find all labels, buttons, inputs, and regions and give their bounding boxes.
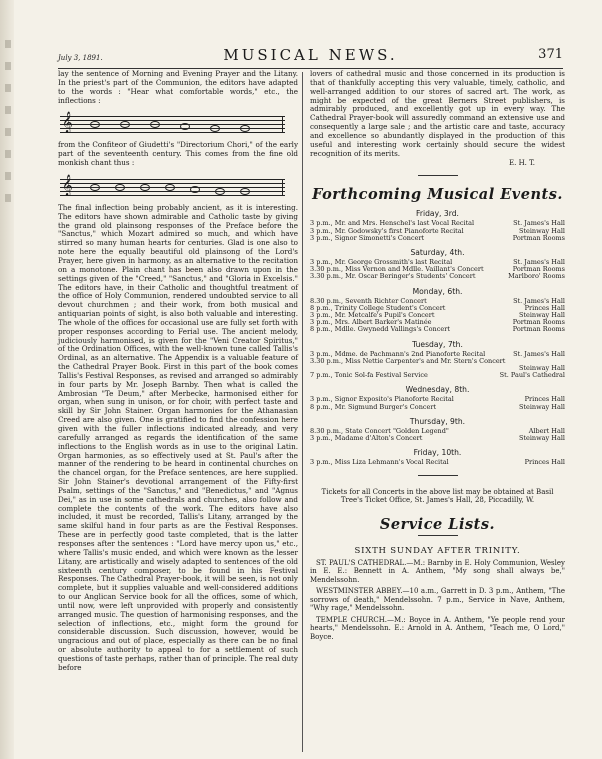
- event-venue: St. Paul's Cathedral: [499, 371, 565, 380]
- event-description: 8.30 p.m., Seventh Richter Concert: [310, 296, 427, 305]
- event-venue: St. James's Hall: [513, 349, 565, 358]
- event-description: 3 p.m., Signor Simonetti's Concert: [310, 233, 425, 242]
- event-venue: Portman Rooms: [512, 265, 565, 274]
- page-number: 371: [538, 47, 563, 62]
- event-venue: Marlboro' Rooms: [508, 272, 565, 281]
- event-row: [310, 404, 565, 411]
- event-description: 3 p.m., Madame d'Alton's Concert: [310, 434, 423, 443]
- divider: [418, 535, 458, 536]
- service-entry: TEMPLE CHURCH.—M.: Boyce in A. Anthem, "Ye people rend your hearts," Mendelssohn. E.: Arnold in A. Anthem, "Teach me, O Lord," Boyce.: [310, 615, 565, 641]
- event-venue: Portman Rooms: [512, 325, 565, 334]
- event-row: [310, 435, 565, 442]
- event-day-heading: Friday, 3rd.: [416, 209, 459, 219]
- paragraph: lay the sentence of Morning and Evening Prayer and the Litany. In the priest's part of the Communion, the editors have adapted to the words : "Hear what comfortable words," etc., the inflections :: [58, 69, 298, 105]
- margin-marks: [3, 40, 13, 216]
- service-subtitle: SIXTH SUNDAY AFTER TRINITY.: [354, 545, 521, 556]
- treble-clef-icon: 𝄞: [62, 112, 73, 134]
- event-description: 3 p.m., Mr. and Mrs. Henschel's last Vocal Recital: [310, 219, 475, 228]
- event-venue: Steinway Hall: [518, 226, 565, 235]
- event-description: 8 p.m., Trinity College Student's Concert: [310, 303, 446, 312]
- paragraph: The final inflection being probably ancient, as it is interesting. The editors have shown admirable and Catholic taste by giving the grand old plainsong responses of the Preface before the "Sanctus," which Mozart admired so much, and which have stirred so many human hearts for centuries. Glad is one also to note here the equally beautiful old plainsong of the Lord's Prayer, here given in harmony, as an alternative to the recitation on a monotone. Plain chant has been also drawn upon in the settings given of the "Creed," "Sanctus," and "Gloria in Excelsis." The editors have, in their Catholic and thoughtful treatment of the office of Holy Communion, rendered undoubted service to all devout churchmen ; and their work, from both musical and antiquarian points of sight, is also both valuable and interesting. The whole of the offices for occasional use are fully set forth with proper responses according to Ferial use. The ancient melody, judiciously harmonised, is given for the "Veni Creator Spiritus," of the Ordination Offices, with the well-known tune called Tallis's Ordinal, as an alternative. The Appendix is a valuable feature of the Cathedral Prayer Book. First in this part of the book comes Tallis's Festival Responses, as revised and arranged so admirably in four parts by Mr. Joseph Barnby. Then what is called the Ambrosian "Te Deum," after Merbecke, harmonised either for organ, when sung in unison, or for choir, with perfect taste and skill by Sir John Stainer. Organ harmonies for the Athanasian Creed are also given. One is gratified to find the confession here given with the fuller inflections indicated already, and very carefully arranged as regards the identification of the same inflections to the English words as in use to the original Latin. Organ harmonies, as so effectively used at St. Paul's after the manner of the rendering to be heard in continental churches on the chancel organ, for the Preface sentences, are here supplied. Sir John Stainer's devotional arrangement of the Fifty-first Psalm, settings of the "Sanctus," and "Benedictus," and "Agnus Dei," as in use in some cathedrals and churches, also follow and complete the contents of the work. The editors have also included, it must be recorded, Tallis's Litany, arranged by the same skilful hand in four parts as are the Festival Responses. These are in perfectly good taste completed, that is the latter responses after the sentences : "Lord have mercy upon us," etc., where Tallis's music ended, and which were known as the lesser Litany, are artistically and wisely adapted to sentences of the old sixteenth century composer, to be found in his Festival Responses. The Cathedral Prayer-book, it will be seen, is not only complete, but it supplies valuable and well-considered additions to our Anglican Service book for all the offices, some of which, until now, were left unprovided with properly and consistently arranged music. The question of harmonising responses, and the selection of inflections, etc., might form the ground for considerable discussion. Such discussion, however, would be ungracious and out of place, especially as there can be no final or absolute authority to appeal to for a settlement of such questions of taste perhaps, rather than of principle. The real duty before: [58, 202, 298, 672]
- event-description: 8.30 p.m., State Concert "Golden Legend": [310, 426, 449, 435]
- author-initials: E. H. T.: [509, 159, 535, 168]
- event-venue: Portman Rooms: [512, 318, 565, 327]
- event-description: 3 p.m., Mr. Metcalfe's Pupil's Concert: [310, 311, 435, 320]
- page-header: [58, 46, 563, 68]
- event-description: 8 p.m., Mdlle. Gwynedd Vallings's Concert: [310, 325, 450, 334]
- event-description: 3.30 p.m., Miss Vernon and Mdlle. Vaillant's Concert: [310, 265, 484, 274]
- event-venue: Portman Rooms: [512, 233, 565, 242]
- service-entry: WESTMINSTER ABBEY.—10 a.m., Garrett in D. 3 p.m., Anthem, "The sorrows of death," Mendelssohn. 7 p.m., Service in Nave, Anthem, "Why rage," Mendelssohn.: [310, 587, 565, 613]
- music-staff: [60, 108, 285, 138]
- event-description: 3 p.m., Mrs. Albert Barker's Matinée: [310, 318, 432, 327]
- event-row: [310, 459, 565, 466]
- event-venue: Steinway Hall: [518, 402, 565, 411]
- event-venue: St. James's Hall: [513, 296, 565, 305]
- event-description: 3 p.m., Miss Liza Lehmann's Vocal Recital: [310, 458, 449, 467]
- paragraph: lovers of cathedral music and those concerned in its production is that of thankfully accepting this very valuable, timely, catholic, and well-arranged addition to our stores of sacred art. The work, as might be expected of the great Berners Street publishers, is admirably produced, and excellently got up in every way. The Cathedral Prayer-book will assuredly command an extensive use and consequently a large sale ; and the artistic care and taste, accuracy and excellence so abundantly displayed in the production of this useful and interesting work certainly should secure the widest recognition of its merits.: [310, 69, 565, 158]
- events-list: [310, 209, 565, 466]
- music-staff: [60, 171, 285, 201]
- service-entry: ST. PAUL'S CATHEDRAL.—M.: Barnby in E. Holy Communion, Wesley in E. E.: Bennett in A. Anthem, "My song shall always be," Mendelssohn.: [310, 558, 565, 584]
- treble-clef-icon: 𝄞: [62, 174, 73, 196]
- divider: [418, 175, 458, 176]
- event-description: 8 p.m., Mr. Sigmund Burger's Concert: [310, 402, 437, 411]
- event-day-heading: Tuesday, 7th.: [412, 339, 463, 349]
- event-description: 3 p.m., Mr. Godowsky's first Pianoforte Recital: [310, 226, 464, 235]
- event-venue: St. James's Hall: [513, 258, 565, 267]
- event-venue: Steinway Hall: [518, 311, 565, 320]
- events-title: Forthcoming Musical Events.: [312, 186, 563, 204]
- event-venue: Princes Hall: [524, 458, 565, 467]
- left-column: [58, 70, 298, 673]
- event-day-heading: Thursday, 9th.: [409, 416, 466, 426]
- event-row: [310, 372, 565, 379]
- event-day-heading: Friday, 10th.: [413, 448, 462, 458]
- event-description: 3.30 p.m., Miss Nettie Carpenter's and Mr. Stern's Concert: [310, 356, 506, 365]
- event-description: 3 p.m., Signor Exposito's Pianoforte Recital: [310, 395, 454, 404]
- publication-title: MUSICAL NEWS.: [223, 46, 398, 64]
- event-description: 3 p.m., Mdme. de Pachmann's 2nd Pianoforte Recital: [310, 349, 486, 358]
- event-venue: Steinway Hall: [518, 364, 565, 373]
- service-lists-title: Service Lists.: [379, 515, 496, 533]
- event-description: 3.30 p.m., Mr. Oscar Beringer's Students' Concert: [310, 272, 476, 281]
- event-venue: Steinway Hall: [518, 434, 565, 443]
- event-row: [310, 326, 565, 333]
- tickets-notice: Tickets for all Concerts in the above list may be obtained at Basil Tree's Ticket Office, St. James's Hall, 28, Piccadilly, W.: [321, 487, 554, 504]
- event-row: [310, 235, 565, 242]
- event-day-heading: Saturday, 4th.: [410, 248, 465, 258]
- issue-date: July 3, 1891.: [58, 54, 103, 62]
- paragraph: from the Confiteor of Giudetti's "Directorium Chori," of the early part of the seventeenth century. This comes from the fine old monkish chant thus :: [58, 140, 298, 168]
- event-day-heading: Monday, 6th.: [412, 286, 463, 296]
- event-description: 3 p.m., Mr. George Grossmith's last Recital: [310, 258, 453, 267]
- right-column: [310, 70, 565, 641]
- event-description: 7 p.m., Tonic Sol-fa Festival Service: [310, 371, 428, 380]
- event-venue: Albert Hall: [528, 426, 565, 435]
- event-day-heading: Wednesday, 8th.: [405, 385, 470, 395]
- column-divider: [302, 72, 303, 752]
- divider: [418, 475, 458, 476]
- event-venue: St. James's Hall: [513, 219, 565, 228]
- event-row: [310, 273, 565, 280]
- event-venue: Princes Hall: [524, 395, 565, 404]
- event-venue: Princes Hall: [524, 303, 565, 312]
